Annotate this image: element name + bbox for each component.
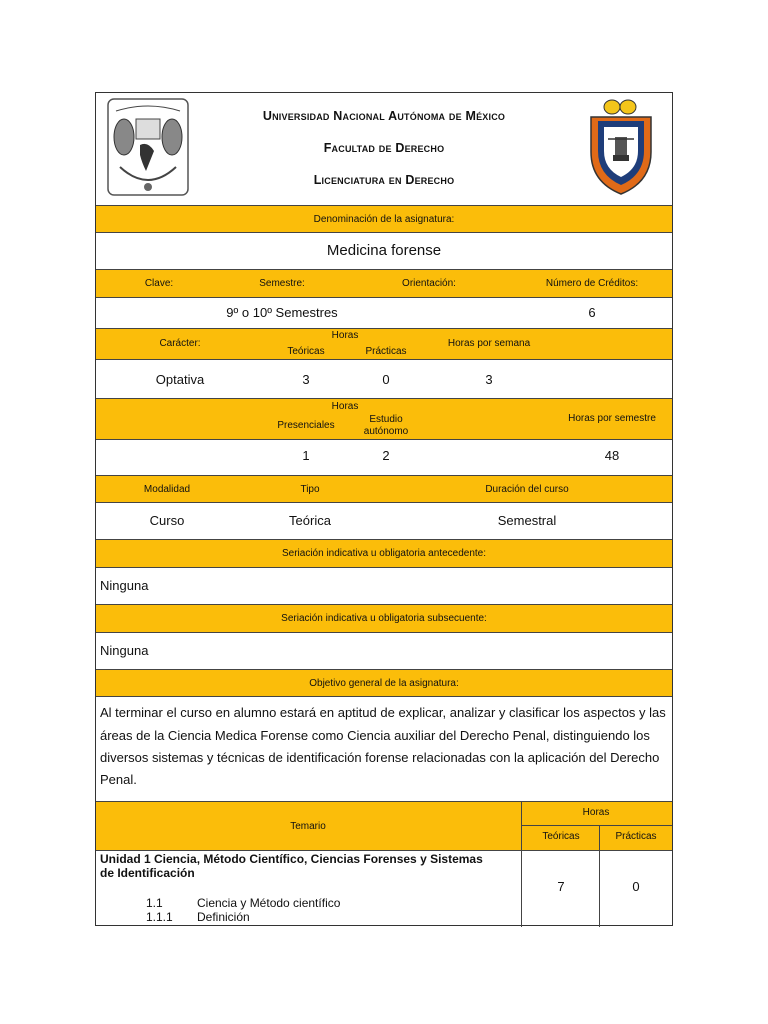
temario-teoricas-label: Teóricas bbox=[542, 831, 580, 842]
objetivo-text-band bbox=[96, 697, 672, 801]
header-section bbox=[96, 93, 672, 205]
presenciales-value-band bbox=[96, 440, 672, 475]
unidad-title-line-1: Unidad 1 Ciencia, Método Científico, Ciencias Forenses y Sistemas bbox=[100, 852, 483, 866]
temario-header-band bbox=[96, 801, 672, 851]
temario-item-text: Definición bbox=[197, 910, 250, 924]
temario-practicas-label: Prácticas bbox=[615, 831, 657, 842]
antecedente-value-band bbox=[96, 568, 672, 604]
semestre-value: 9º o 10º Semestres bbox=[226, 305, 338, 320]
temario-item-text: Ciencia y Método científico bbox=[197, 896, 341, 910]
asignatura-value: Medicina forense bbox=[326, 242, 442, 259]
clave-label-band bbox=[96, 269, 672, 298]
objetivo-line: Penal. bbox=[100, 772, 137, 787]
caracter-value-band bbox=[96, 360, 672, 398]
tipo-label: Tipo bbox=[300, 484, 320, 495]
modalidad-label: Modalidad bbox=[143, 484, 191, 495]
tipo-value: Teórica bbox=[289, 513, 331, 528]
horas-label: Horas bbox=[331, 330, 359, 341]
temario-item-number: 1.1.1 bbox=[146, 910, 173, 924]
antecedente-value: Ninguna bbox=[100, 578, 149, 593]
faculty-shield-logo bbox=[586, 97, 656, 197]
objetivo-label-band bbox=[96, 669, 672, 697]
estudio-label: Estudio bbox=[369, 414, 403, 425]
subsecuente-value-band bbox=[96, 633, 672, 669]
unidad-title-line-2: de Identificación bbox=[100, 866, 195, 880]
teoricas-label: Teóricas bbox=[287, 346, 325, 357]
modalidad-value: Curso bbox=[149, 513, 185, 528]
unidad-practicas-value: 0 bbox=[632, 879, 640, 894]
practicas-value: 0 bbox=[382, 372, 390, 387]
asignatura-label-band bbox=[96, 205, 672, 233]
autonomo-label: autónomo bbox=[363, 426, 409, 437]
temario-item-number: 1.1 bbox=[146, 896, 163, 910]
creditos-label: Número de Créditos: bbox=[545, 278, 639, 289]
modalidad-label-band bbox=[96, 475, 672, 503]
horas-semana-label: Horas por semana bbox=[447, 338, 531, 349]
caracter-label: Carácter: bbox=[159, 338, 201, 349]
duracion-value: Semestral bbox=[497, 513, 557, 528]
clave-label: Clave: bbox=[144, 278, 174, 289]
practicas-label: Prácticas bbox=[365, 346, 407, 357]
unam-seal-logo bbox=[106, 97, 190, 197]
unidad-1-band bbox=[96, 851, 672, 927]
unidad-teoricas-value: 7 bbox=[557, 879, 565, 894]
faculty-name: Facultad de Derecho bbox=[323, 141, 445, 155]
duracion-label: Duración del curso bbox=[485, 484, 569, 495]
syllabus-document bbox=[95, 92, 673, 926]
university-name: Universidad Nacional Autónoma de México bbox=[262, 109, 506, 123]
horas-label-2: Horas bbox=[331, 401, 359, 412]
clave-value-band bbox=[96, 298, 672, 328]
temario-horas-label: Horas bbox=[582, 807, 610, 818]
subsecuente-label: Seriación indicativa u obligatoria subsecuente: bbox=[281, 613, 487, 624]
temario-subdivider bbox=[521, 825, 672, 826]
teoricas-value: 3 bbox=[302, 372, 310, 387]
estudio-value: 2 bbox=[382, 448, 390, 463]
temario-label: Temario bbox=[290, 821, 326, 832]
objetivo-line: Al terminar el curso en alumno estará en aptitud de explicar, analizar y clasificar los aspectos y las bbox=[100, 705, 666, 720]
presenciales-label: Presenciales bbox=[277, 420, 335, 431]
orientacion-label: Orientación: bbox=[402, 278, 456, 289]
antecedente-label-band bbox=[96, 539, 672, 568]
antecedente-label: Seriación indicativa u obligatoria antecedente: bbox=[281, 548, 487, 559]
presenciales-value: 1 bbox=[302, 448, 310, 463]
horas-semestre-label: Horas por semestre bbox=[568, 413, 656, 424]
objetivo-line: diversos sistemas y técnicas de identificación forense relacionadas con la aplicación del Derecho bbox=[100, 750, 660, 765]
modalidad-value-band bbox=[96, 503, 672, 539]
presenciales-label-band bbox=[96, 398, 672, 440]
program-name: Licenciatura en Derecho bbox=[313, 173, 455, 187]
caracter-label-band bbox=[96, 328, 672, 360]
asignatura-value-band bbox=[96, 233, 672, 269]
horas-semana-value: 3 bbox=[485, 372, 493, 387]
asignatura-label: Denominación de la asignatura: bbox=[313, 214, 455, 225]
objetivo-label: Objetivo general de la asignatura: bbox=[309, 678, 459, 689]
subsecuente-label-band bbox=[96, 604, 672, 633]
creditos-value: 6 bbox=[588, 305, 596, 320]
caracter-value: Optativa bbox=[155, 372, 205, 387]
subsecuente-value: Ninguna bbox=[100, 643, 149, 658]
horas-semestre-value: 48 bbox=[604, 448, 620, 463]
objetivo-line: áreas de la Ciencia Medica Forense como Ciencia auxiliar del Derecho Penal, distinguiendo los bbox=[100, 728, 650, 743]
semestre-label: Semestre: bbox=[259, 278, 305, 289]
